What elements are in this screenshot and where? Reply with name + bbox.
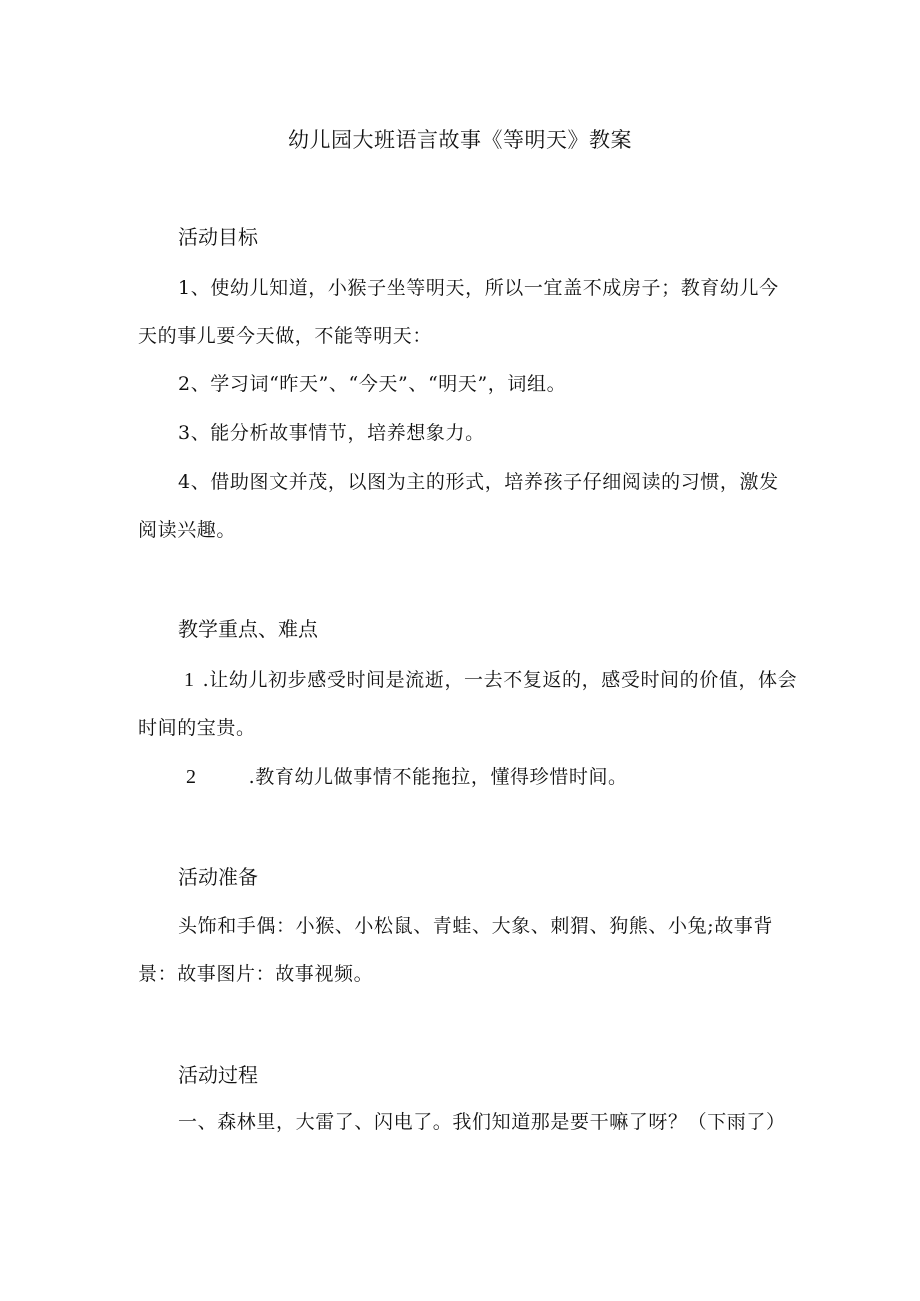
section-heading-preparation: 活动准备	[178, 865, 258, 889]
section-heading-goals: 活动目标	[178, 225, 258, 249]
section-heading-key-points: 教学重点、难点	[178, 617, 318, 641]
key-point-number: 1	[184, 669, 195, 691]
preparation-text: 头饰和手偶：小猴、小松鼠、青蛙、大象、刺猬、狗熊、小兔;故事背景：故事图片：故事视频。	[138, 915, 774, 985]
document-title: 幼儿园大班语言故事《等明天》教案	[288, 128, 632, 152]
goal-item-1: 1、使幼儿知道，小猴子坐等明天，所以一宜盖不成房子；教育幼儿今天的事儿要今天做，不能等明天：	[138, 277, 779, 347]
key-point-text: .让幼儿初步感受时间是流逝，一去不复返的，感受时间的价值，体会时间的宝贵。	[138, 669, 798, 739]
goal-item-4: 4、借助图文并茂，以图为主的形式，培养孩子仔细阅读的习惯，激发阅读兴趣。	[138, 471, 779, 541]
goal-item-3: 3、能分析故事情节，培养想象力。	[178, 422, 485, 444]
key-point-item-2	[138, 753, 798, 801]
process-text: 一、森林里，大雷了、闪电了。我们知道那是要干嘛了呀？（下雨了）	[178, 1111, 786, 1133]
goal-item-2: 2、学习词“昨天”、“今天”、“明天”，词组。	[178, 373, 567, 395]
key-point-item-1	[138, 656, 798, 752]
section-heading-process: 活动过程	[178, 1063, 258, 1087]
key-point-text: .教育幼儿做事情不能拖拉，懂得珍惜时间。	[248, 766, 628, 788]
key-point-number: 2	[186, 766, 197, 788]
